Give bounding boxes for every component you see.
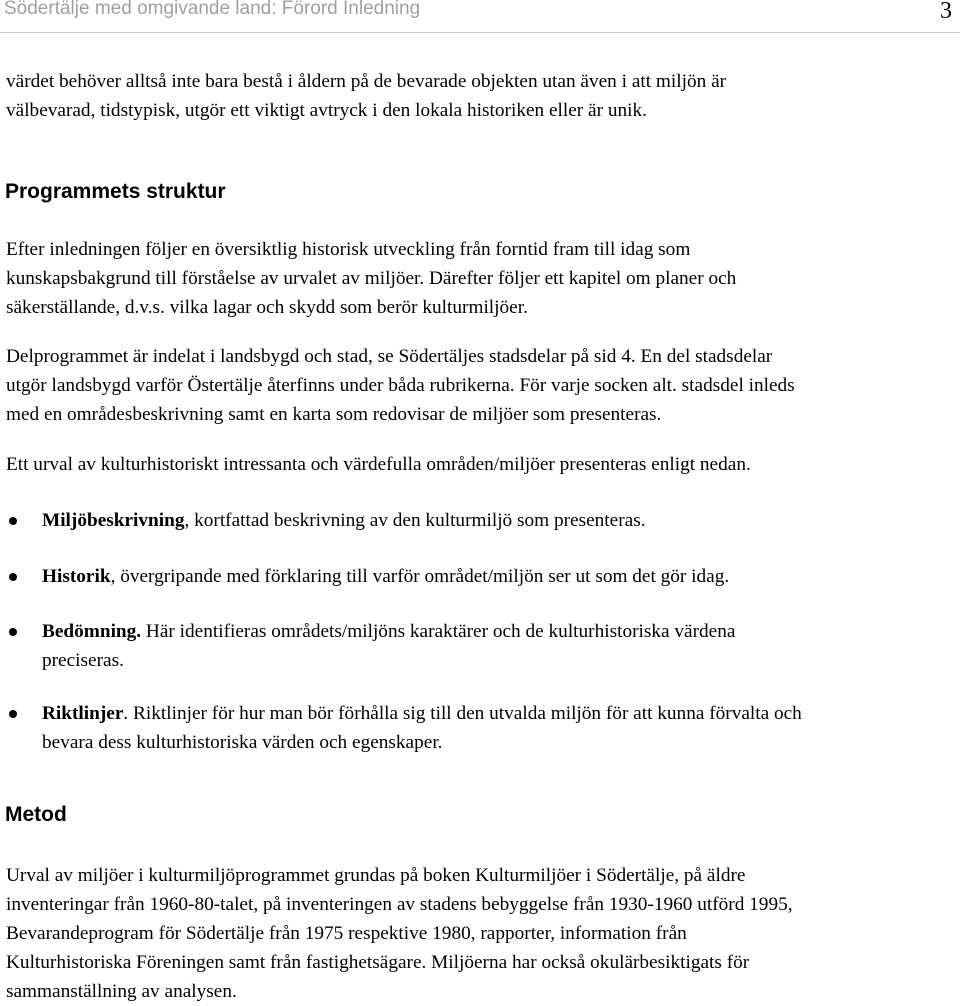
bullet-term: Bedömning.: [42, 621, 142, 642]
paragraph-line: Bevarandeprogram för Södertälje från 1975 respektive 1980, rapporter, information från: [6, 923, 687, 944]
paragraph-line: Kulturhistoriska Föreningen samt från fastighetsägare. Miljöerna har också okulärbesiktigats för: [6, 952, 750, 973]
bullet-text: , kortfattad beskrivning av den kulturmiljö som presenteras.: [184, 510, 646, 531]
list-item: [42, 699, 956, 757]
bullet-term: Riktlinjer: [42, 703, 124, 724]
section-heading-struktur: Programmets struktur: [5, 180, 226, 203]
bullet-text: , övergripande med förklaring till varför området/miljön ser ut som det gör idag.: [110, 566, 730, 587]
intro-paragraph: [6, 67, 956, 125]
list-item: [42, 617, 956, 675]
struktur-paragraph-3: Ett urval av kulturhistoriskt intressanta och värdefulla områden/miljöer presenteras enligt nedan.: [6, 454, 751, 475]
struktur-paragraph-1: [6, 235, 956, 322]
bullet-text: bevara dess kulturhistoriska värden och egenskaper.: [42, 732, 443, 753]
paragraph-line: säkerställande, d.v.s. vilka lagar och skydd som berör kulturmiljöer.: [6, 297, 528, 318]
bullet-icon: [9, 573, 17, 581]
paragraph-line: med en områdesbeskrivning samt en karta som redovisar de miljöer som presenteras.: [6, 404, 662, 425]
paragraph-line: utgör landsbygd varför Östertälje återfinns under båda rubrikerna. För varje socken alt. stadsdel inleds: [6, 375, 795, 396]
intro-line: värdet behöver alltså inte bara bestå i åldern på de bevarade objekten utan även i att miljön är: [6, 71, 727, 92]
bullet-icon: [9, 710, 17, 718]
page-number: 3: [940, 0, 952, 24]
bullet-term: Historik: [42, 566, 111, 587]
bullet-text: Här identifieras områdets/miljöns karaktärer och de kulturhistoriska värdena: [141, 621, 736, 642]
intro-line: välbevarad, tidstypisk, utgör ett viktigt avtryck i den lokala historiken eller är unik.: [6, 100, 647, 121]
bullet-icon: [9, 628, 17, 636]
list-item: [42, 506, 956, 535]
paragraph-line: kunskapsbakgrund till förståelse av urvalet av miljöer. Därefter följer ett kapitel om planer och: [6, 268, 737, 289]
bullet-icon: [9, 517, 17, 525]
struktur-paragraph-2: [6, 342, 956, 429]
running-header-title: Södertälje med omgivande land: Förord Inledning: [4, 0, 421, 19]
bullet-text: preciseras.: [42, 650, 124, 671]
bullet-term: Miljöbeskrivning: [42, 510, 185, 531]
paragraph-line: inventeringar från 1960-80-talet, på inventeringen av stadens bebyggelse från 1930-1960 utförd 1995,: [6, 894, 793, 915]
paragraph-line: Delprogrammet är indelat i landsbygd och stad, se Södertäljes stadsdelar på sid 4. En del stadsdelar: [6, 346, 773, 367]
bullet-text: . Riktlinjer för hur man bör förhålla sig till den utvalda miljön för att kunna förvalta och: [123, 703, 802, 724]
paragraph-line: Efter inledningen följer en översiktlig historisk utveckling från forntid fram till idag som: [6, 239, 691, 260]
metod-paragraph: [6, 861, 956, 1006]
section-heading-metod: Metod: [5, 803, 67, 826]
paragraph-line: Urval av miljöer i kulturmiljöprogrammet grundas på boken Kulturmiljöer i Södertälje, på äldre: [6, 865, 746, 886]
paragraph-line: sammanställning av analysen.: [6, 981, 237, 1002]
header-divider: [0, 32, 960, 33]
list-item: [42, 562, 956, 591]
